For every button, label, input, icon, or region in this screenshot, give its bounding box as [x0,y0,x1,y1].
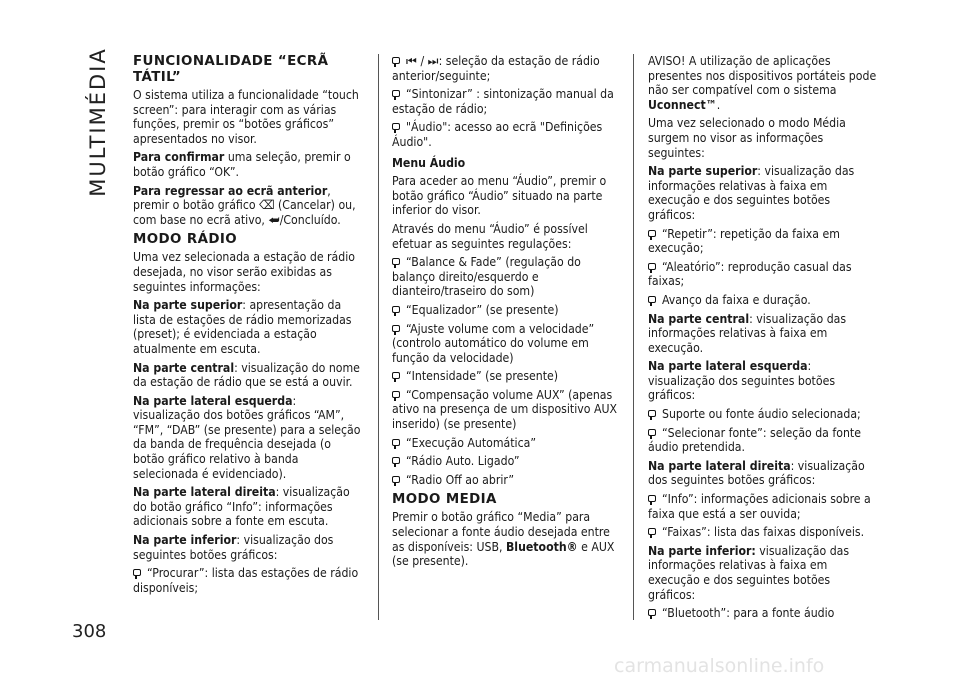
bullet-icon [392,391,400,398]
bullet-icon [133,569,141,576]
bullet-icon [392,306,400,313]
column-divider [633,54,634,620]
paragraph: Na parte superior: visualização das informações relativas à faixa em execução e dos seguintes botões gráficos: [648,164,855,222]
subheading-menu-audio: Menu Áudio [392,155,466,170]
bullet-icon [392,57,400,64]
paragraph: Através do menu “Áudio” é possível efetuar as seguintes regulações: [392,221,588,251]
paragraph: Premir o botão gráfico “Media” para selecionar a fonte áudio desejada entre as disponíveis: USB, Bluetooth® e AUX (se presente). [392,510,615,569]
bullet-icon [648,495,656,502]
bullet-icon [392,123,400,130]
bullet-icon [648,296,656,303]
bullet-icon [648,263,656,270]
paragraph: Na parte inferior: visualização dos seguintes botões gráficos: [133,533,334,562]
list-item: “Compensação volume AUX” (apenas ativo na presença de um dispositivo AUX inserido) (se presente) [392,387,617,432]
column-2 [392,54,622,573]
list-item: “Ajuste volume com a velocidade” (controlo automático do volume em função da velocidade) [392,321,595,365]
bullet-icon [392,90,400,97]
paragraph: Na parte inferior: visualização das informações relativas à faixa em execução e dos seguintes botões gráficos: [648,543,850,602]
bullet-icon [392,439,400,446]
paragraph: Na parte lateral esquerda: visualização dos botões gráficos “AM”, “FM”, “DAB” (se presente) para a seleção da banda de frequência desejada (o botão gráfico relativo à banda selecionada é evidenciado). [133,393,361,481]
list-item: “Radio Off ao abrir” [392,473,622,488]
list-item: “Info”: informações adicionais sobre a faixa que está a ser ouvida; [648,492,871,521]
list-item: “Execução Automática” [392,436,622,451]
heading-ecra-tatil: FUNCIONALIDADE “ECRÃ TÁTIL” [133,54,329,85]
paragraph: Na parte superior: apresentação da lista de estações de rádio memorizadas (preset); é evidenciada a estação atualmente em escuta. [133,298,352,356]
list-item: “Sintonizar” : sintonização manual da estação de rádio; [392,87,614,116]
bullet-icon [392,476,400,483]
bullet-icon [392,372,400,379]
list-item: ⏮ / ⏭: seleção da estação de rádio anterior/seguinte; [392,54,600,83]
column-divider [378,54,379,620]
paragraph: O sistema utiliza a funcionalidade “touch screen”: para interagir com as várias funções, premir os “botões gráficos” apresentados no visor. [133,88,359,146]
list-item: “Intensidade” (se presente) [392,369,622,384]
column-1 [133,54,365,599]
heading-modo-radio: MODO RÁDIO [133,232,238,248]
paragraph: Uma vez selecionada a estação de rádio desejada, no visor serão exibidas as seguintes informações: [133,250,355,294]
heading-modo-media: MODO MEDIA [392,492,497,508]
paragraph: Na parte lateral direita: visualização do botão gráfico “Info”: informações adicionais sobre a fonte em escuta. [133,485,350,529]
bullet-icon [392,325,400,332]
paragraph: Na parte central: visualização do nome da estação de rádio que se está a ouvir. [133,360,360,390]
list-item: “Repetir”: repetição da faixa em execução; [648,226,840,256]
page-number: 308 [72,621,107,642]
bullet-icon [648,230,656,237]
section-title-vertical [84,47,112,197]
paragraph: Para confirmar uma seleção, premir o botão gráfico “OK”. [133,150,351,179]
list-item: Avanço da faixa e duração. [648,293,878,308]
list-item: “Procurar”: lista das estações de rádio disponíveis; [133,566,359,595]
paragraph: Na parte lateral direita: visualização dos seguintes botões gráficos: [648,458,865,488]
column-3 [648,54,878,625]
bullet-icon [392,457,400,464]
bullet-icon [392,258,400,265]
list-item: “Faixas”: lista das faixas disponíveis. [648,525,878,540]
list-item: “Rádio Auto. Ligado” [392,454,622,469]
bullet-icon [648,429,656,436]
list-item: Suporte ou fonte áudio selecionada; [648,407,878,422]
list-item: “Bluetooth”: para a fonte áudio [648,606,878,621]
list-item: “Equalizador” (se presente) [392,303,622,318]
paragraph: Para aceder ao menu “Áudio”, premir o botão gráfico “Áudio” situado na parte inferior do visor. [392,174,607,218]
paragraph: Uma vez selecionado o modo Média surgem no visor as informações seguintes: [648,116,846,160]
list-item: "Áudio": acesso ao ecrã "Definições Áudio". [392,120,603,149]
section-title-text: MULTIMÉDIA [86,47,110,197]
bullet-icon [648,528,656,535]
paragraph: Para regressar ao ecrã anterior, premir o botão gráfico ⌫ (Cancelar) ou, com base no ecrã ativo, ⮨/Concluído. [133,183,356,227]
paragraph: Na parte lateral esquerda: visualização dos seguintes botões gráficos: [648,359,836,403]
bullet-icon [648,410,656,417]
list-item: “Aleatório”: reprodução casual das faixas; [648,259,852,289]
paragraph: Na parte central: visualização das informações relativas à faixa em execução. [648,311,847,355]
paragraph: AVISO! A utilização de aplicações presentes nos dispositivos portáteis pode não ser compatível com o sistema Uconnect™. [648,54,877,112]
watermark: carmanualsonline.info [614,655,825,677]
list-item: “Balance & Fade” (regulação do balanço direito/esquerdo e dianteiro/traseiro do som) [392,255,581,299]
list-item: “Selecionar fonte”: seleção da fonte áudio pretendida. [648,425,861,455]
bullet-icon [648,609,656,616]
